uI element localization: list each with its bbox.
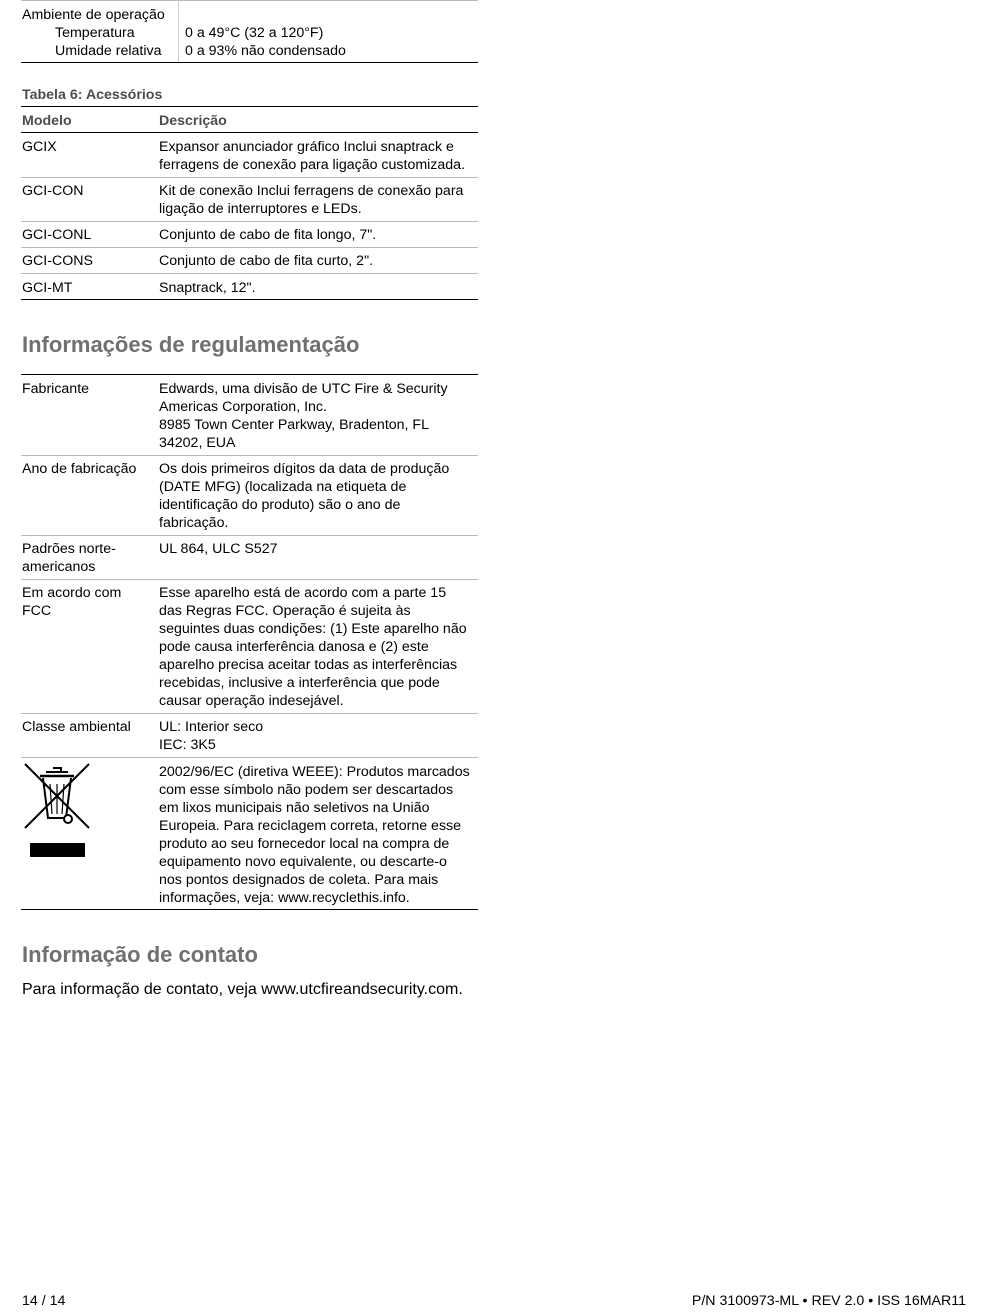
regulatory-text-line: UL 864, ULC S527 [159,541,278,557]
row-divider [21,535,478,536]
regulatory-text-line: informações, veja: www.recyclethis.info. [159,890,410,906]
regulatory-text-line: nos pontos designados de coleta. Para mais [159,872,439,888]
regulatory-label: Classe ambiental [22,719,131,735]
accessories-top-rule [21,106,478,107]
regulatory-text-line: Edwards, uma divisão de UTC Fire & Security [159,381,448,397]
regulatory-text-line: das Regras FCC. Operação é sujeita às [159,603,411,619]
accessory-description-line: ferragens de conexão para ligação customizada. [159,157,466,173]
regulatory-text-line: equipamento novo equivalente, ou descarte-o [159,854,447,870]
accessory-model: GCI-CONS [22,253,93,269]
regulatory-text-line: aparelho precisa aceitar todas as interferências [159,657,458,673]
accessory-description-line: Kit de conexão Inclui ferragens de conexão para [159,183,464,199]
accessories-header-rule [21,132,478,133]
weee-crossed-bin-icon [22,762,92,858]
contact-heading: Informação de contato [22,942,258,967]
regulatory-text-line: 2002/96/EC (diretiva WEEE): Produtos marcados [159,764,470,780]
regulatory-top-rule [21,374,478,375]
regulatory-text-line: Os dois primeiros dígitos da data de produção [159,461,450,477]
part-number: P/N 3100973-ML • REV 2.0 • ISS 16MAR11 [691,1293,966,1309]
accessory-description-line: Expansor anunciador gráfico Inclui snaptrack e [159,139,454,155]
regulatory-text-line: recebidas, inclusive a interferência que pode [159,675,440,691]
regulatory-text-line: UL: Interior seco [159,719,264,735]
row-divider [21,273,478,274]
accessory-model: GCIX [22,139,57,155]
header-description: Descrição [159,113,227,129]
regulatory-text-line: identificação do produto) são o ano de [159,497,401,513]
regulatory-text-line: pode causa interferência danosa e (2) este [159,639,429,655]
regulatory-label: americanos [22,559,96,575]
env-row-name: Temperatura [55,25,135,41]
row-divider [21,177,478,178]
row-divider [21,757,478,758]
regulatory-text-line: Americas Corporation, Inc. [159,399,327,415]
header-model: Modelo [22,113,72,129]
regulatory-text-line: Esse aparelho está de acordo com a parte 15 [159,585,447,601]
row-divider [21,579,478,580]
regulatory-text-line: 8985 Town Center Parkway, Bradenton, FL [159,417,429,433]
row-divider [21,455,478,456]
regulatory-text-line: causar operação indesejável. [159,693,344,709]
accessory-description-line: Snaptrack, 12". [159,280,256,296]
env-row-value: 0 a 93% não condensado [185,43,346,59]
row-divider [21,713,478,714]
accessory-description-line: Conjunto de cabo de fita longo, 7". [159,227,377,243]
accessory-description-line: ligação de interruptores e LEDs. [159,201,362,217]
accessory-model: GCI-CONL [22,227,92,243]
regulatory-text-line: seguintes duas condições: (1) Este aparelho não [159,621,467,637]
regulatory-label: Padrões norte- [22,541,116,557]
regulatory-text-line: IEC: 3K5 [159,737,216,753]
accessories-caption: Tabela 6: Acessórios [22,87,163,103]
regulatory-text-line: produto ao seu fornecedor local na compra de [159,836,450,852]
table-top-rule [21,0,478,1]
regulatory-heading: Informações de regulamentação [22,332,360,357]
accessory-model: GCI-CON [22,183,84,199]
regulatory-label: Em acordo com [22,585,122,601]
env-row-name: Umidade relativa [55,43,162,59]
regulatory-text-line: (DATE MFG) (localizada na etiqueta de [159,479,407,495]
regulatory-label: Ano de fabricação [22,461,137,477]
accessories-bottom-rule [21,299,478,300]
env-row-value: 0 a 49°C (32 a 120°F) [185,25,324,41]
regulatory-label: FCC [22,603,52,619]
accessory-description-line: Conjunto de cabo de fita curto, 2". [159,253,374,269]
env-column-divider [178,0,179,62]
row-divider [21,221,478,222]
regulatory-text-line: com esse símbolo não podem ser descartados [159,782,454,798]
page-number: 14 / 14 [22,1293,66,1309]
env-label: Ambiente de operação [22,7,165,23]
regulatory-text-line: fabricação. [159,515,229,531]
env-bottom-rule [21,62,478,63]
regulatory-text-line: 34202, EUA [159,435,236,451]
regulatory-text-line: Europeia. Para reciclagem correta, retorne esse [159,818,462,834]
regulatory-bottom-rule [21,909,478,910]
accessory-model: GCI-MT [22,280,73,296]
contact-text: Para informação de contato, veja www.utcfireandsecurity.com. [22,981,463,998]
row-divider [21,247,478,248]
regulatory-text-line: em lixos municipais não seletivos na União [159,800,430,816]
regulatory-label: Fabricante [22,381,90,397]
